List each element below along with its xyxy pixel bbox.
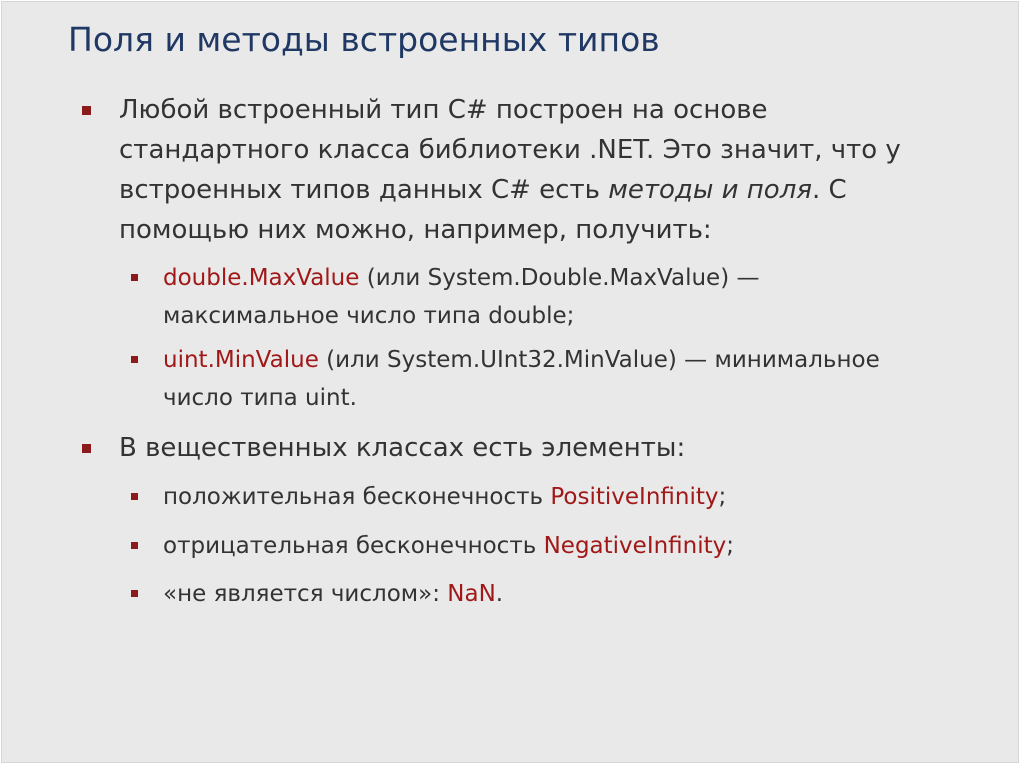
bullet-line xyxy=(119,170,901,210)
bullet-line: число типа uint. xyxy=(163,385,357,411)
text-fragment: . С xyxy=(811,175,847,205)
slide xyxy=(1,1,1019,763)
sub-bullet-text xyxy=(163,478,726,516)
text-fragment: «не является числом»: xyxy=(163,581,448,607)
text-fragment: отрицательная бесконечность xyxy=(163,533,544,559)
sub-bullet-marker xyxy=(131,590,138,597)
code-term: PositiveInfinity xyxy=(550,484,719,510)
text-fragment: (или System.UInt32.MinValue) — минимальное xyxy=(318,347,880,373)
bullet-text xyxy=(119,90,901,250)
bullet-text: В вещественных классах есть элементы: xyxy=(119,433,686,463)
sub-bullet-text xyxy=(163,259,760,335)
text-fragment: ; xyxy=(718,484,727,510)
sub-bullet-text xyxy=(163,575,503,613)
code-term: NegativeInfinity xyxy=(543,533,727,559)
code-term: uint.MinValue xyxy=(163,347,319,373)
sub-bullet-marker xyxy=(131,274,138,281)
code-term: NaN xyxy=(447,581,496,607)
sub-bullet-text xyxy=(163,341,880,417)
text-fragment: встроенных типов данных C# есть xyxy=(119,175,609,205)
bullet-line xyxy=(163,259,760,297)
bullet-line: помощью них можно, например, получить: xyxy=(119,215,712,245)
bullet-line: Любой встроенный тип C# построен на основе xyxy=(119,95,768,125)
bullet-line: стандартного класса библиотеки .NET. Это значит, что у xyxy=(119,135,901,165)
sub-bullet-marker xyxy=(131,542,138,549)
sub-bullet-text xyxy=(163,527,734,565)
slide-title: Поля и методы встроенных типов xyxy=(68,20,660,59)
sub-bullet-marker xyxy=(131,493,138,500)
text-fragment: ; xyxy=(726,533,735,559)
text-fragment: . xyxy=(495,581,504,607)
bullet-marker xyxy=(82,106,91,115)
text-fragment: (или System.Double.MaxValue) — xyxy=(359,265,760,291)
italic-phrase: методы и поля xyxy=(608,175,812,205)
code-term: double.MaxValue xyxy=(163,265,360,291)
bullet-marker xyxy=(82,444,91,453)
sub-bullet-marker xyxy=(131,356,138,363)
bullet-line xyxy=(163,341,880,379)
bullet-line: максимальное число типа double; xyxy=(163,303,575,329)
text-fragment: положительная бесконечность xyxy=(163,484,551,510)
